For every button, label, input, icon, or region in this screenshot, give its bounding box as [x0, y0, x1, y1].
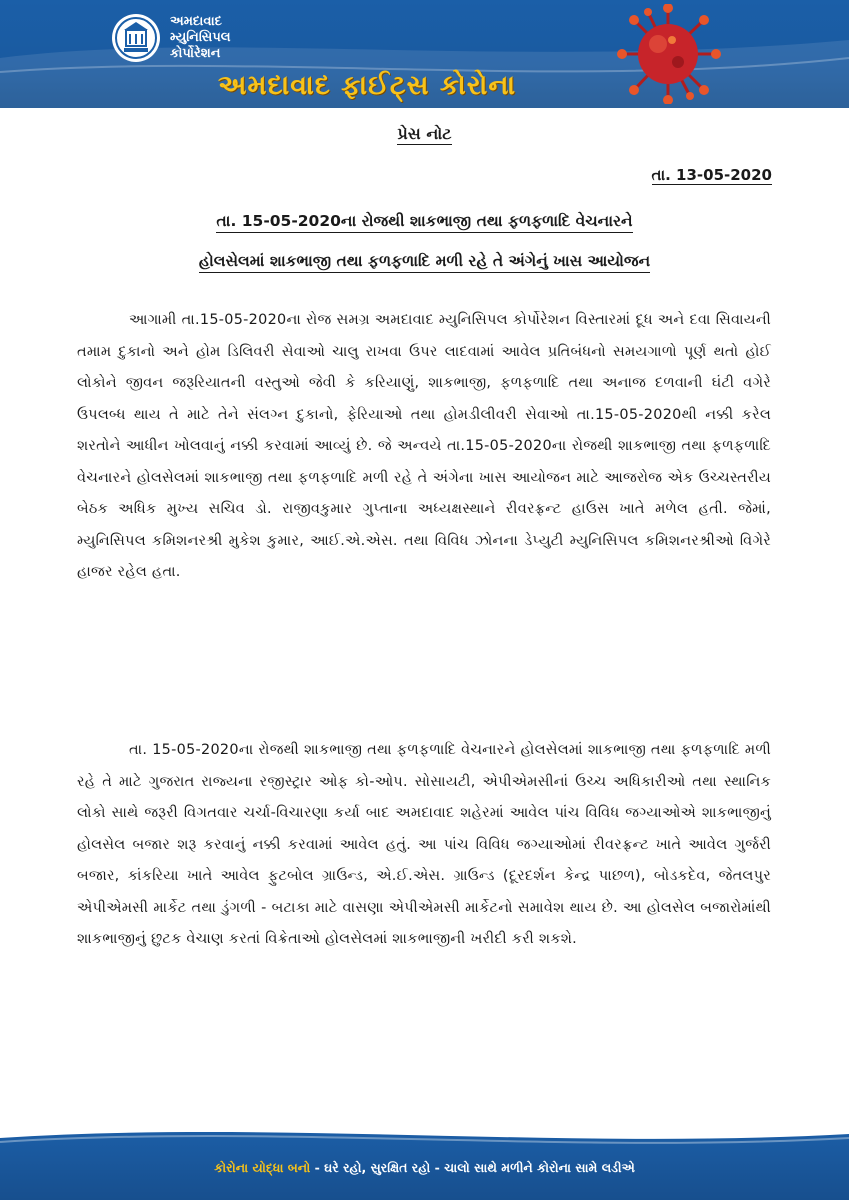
- subject-line-2: હોલસેલમાં શાકભાજી તથા ફળફળાદિ મળી રહે તે અંગેનું ખાસ આયોજન: [199, 250, 650, 273]
- corp-name-line3: કોર્પોરેશન: [170, 46, 221, 61]
- document-date: [652, 166, 773, 184]
- footer-slogan: [0, 1160, 849, 1176]
- corp-name-line1: અમદાવાદ: [170, 14, 222, 29]
- press-note-heading: [0, 124, 849, 144]
- campaign-title: અમદાવાદ ફાઈટ્સ કોરોના: [218, 70, 517, 101]
- press-note-label: પ્રેસ નોટ: [397, 124, 452, 143]
- paragraph-2: તા. 15-05-2020ના રોજથી શાકભાજી તથા ફળફળાદિ વેચનારને હોલસેલમાં શાકભાજી તથા ફળફળાદિ મળી રહે તે માટે ગુજરાત રાજ્યના રજીસ્ટ્રાર ઓફ કો-ઓપ. સોસાયટી, એપીએમસીનાં ઉચ્ચ અધિકારીઓ તથા સ્થાનિક લોકો સાથે જરૂરી વિગતવાર ચર્ચા-વિચારણા કર્યા બાદ અમદાવાદ શહેરમાં આવેલ પાંચ વિવિધ જગ્યાઓએ શાકભાજીનું હોલસેલ બજાર શરૂ કરવાનું નક્કી કરવામાં આવેલ હતું. આ પાંચ વિવિધ જગ્યાઓમાં રીવરફ્રન્ટ ખાતે આવેલ ગુર્જરી બજાર, કાંકરિયા ખાતે આવેલ ફુટબોલ ગ્રાઉન્ડ, એ.ઈ.એસ. ગ્રાઉન્ડ (દૂરદર્શન કેન્દ્ર પાછળ), બોડકદેવ, જેતલપુર એપીએમસી માર્કેટ તથા ડુંગળી - બટાકા માટે વાસણા એપીએમસી માર્કેટનો સમાવેશ થાય છે. આ હોલસેલ બજારોમાંથી શાકભાજીનું છુટક વેચાણ કરતાં વિક્રેતાઓ હોલસેલમાં શાકભાજીની ખરીદી કરી શકશે.: [77, 742, 771, 947]
- document-date-text: તા. 13-05-2020: [651, 166, 772, 184]
- footer-slogan-accent: કોરોના યોદ્ધા બનો: [214, 1160, 311, 1175]
- amc-seal-icon: [110, 12, 162, 64]
- subject-heading: [0, 204, 849, 284]
- coronavirus-icon: [612, 4, 724, 104]
- corporation-name: [170, 14, 231, 62]
- footer-banner: [0, 1112, 849, 1200]
- footer-swoosh: [0, 1112, 849, 1200]
- paragraph-1: આગામી તા.15-05-2020ના રોજ સમગ્ર અમદાવાદ મ્યુનિસિપલ કોર્પોરેશન વિસ્તારમાં દૂધ અને દવા સિવાયની તમામ દુકાનો અને હોમ ડિલિવરી સેવાઓ ચાલુ રાખવા ઉપર લાદવામાં આવેલ પ્રતિબંધનો સમયગાળો પૂર્ણ થતો હોઈ લોકોને જીવન જરૂરિયાતની વસ્તુઓ જેવી કે કરિયાણું, શાકભાજી, ફળફળાદિ તથા અનાજ દળવાની ઘંટી વગેરે ઉપલબ્ધ થાય તે માટે તેને સંલગ્ન દુકાનો, ફેરિયાઓ તથા હોમડીલીવરી સેવાઓ તા.15-05-2020થી નક્કી કરેલ શરતોને આધીન ખોલવાનું નક્કી કરવામાં આવ્યું છે. જે અન્વયે તા.15-05-2020ના રોજથી શાકભાજી તથા ફળફળાદિ વેચનારને હોલસેલમાં શાકભાજી તથા ફળફળાદિ મળી રહે તે અંગેના ખાસ આયોજન માટે આજરોજ એક ઉચ્ચસ્તરીય બેઠક અધિક મુખ્ય સચિવ ડો. રાજીવકુમાર ગુપ્તાના અધ્યક્ષસ્થાને રીવરફ્રન્ટ હાઉસ ખાતે મળેલ હતી. જેમાં, મ્યુનિસિપલ કમિશનરશ્રી મુકેશ કુમાર, આઈ.એ.એસ. તથા વિવિધ ઝોનના ડેપ્યુટી મ્યુનિસિપલ કમિશનરશ્રીઓ વિગેરે હાજર રહેલ હતા.: [77, 312, 771, 580]
- subject-line-1: તા. 15-05-2020ના રોજથી શાકભાજી તથા ફળફળાદિ વેચનારને: [216, 210, 632, 233]
- corp-name-line2: મ્યુનિસિપલ: [170, 30, 231, 45]
- header-banner: [0, 0, 849, 108]
- footer-slogan-rest: - ઘરે રહો, સુરક્ષિત રહો - ચાલો સાથે મળીને કોરોના સામે લડીએ: [310, 1160, 635, 1175]
